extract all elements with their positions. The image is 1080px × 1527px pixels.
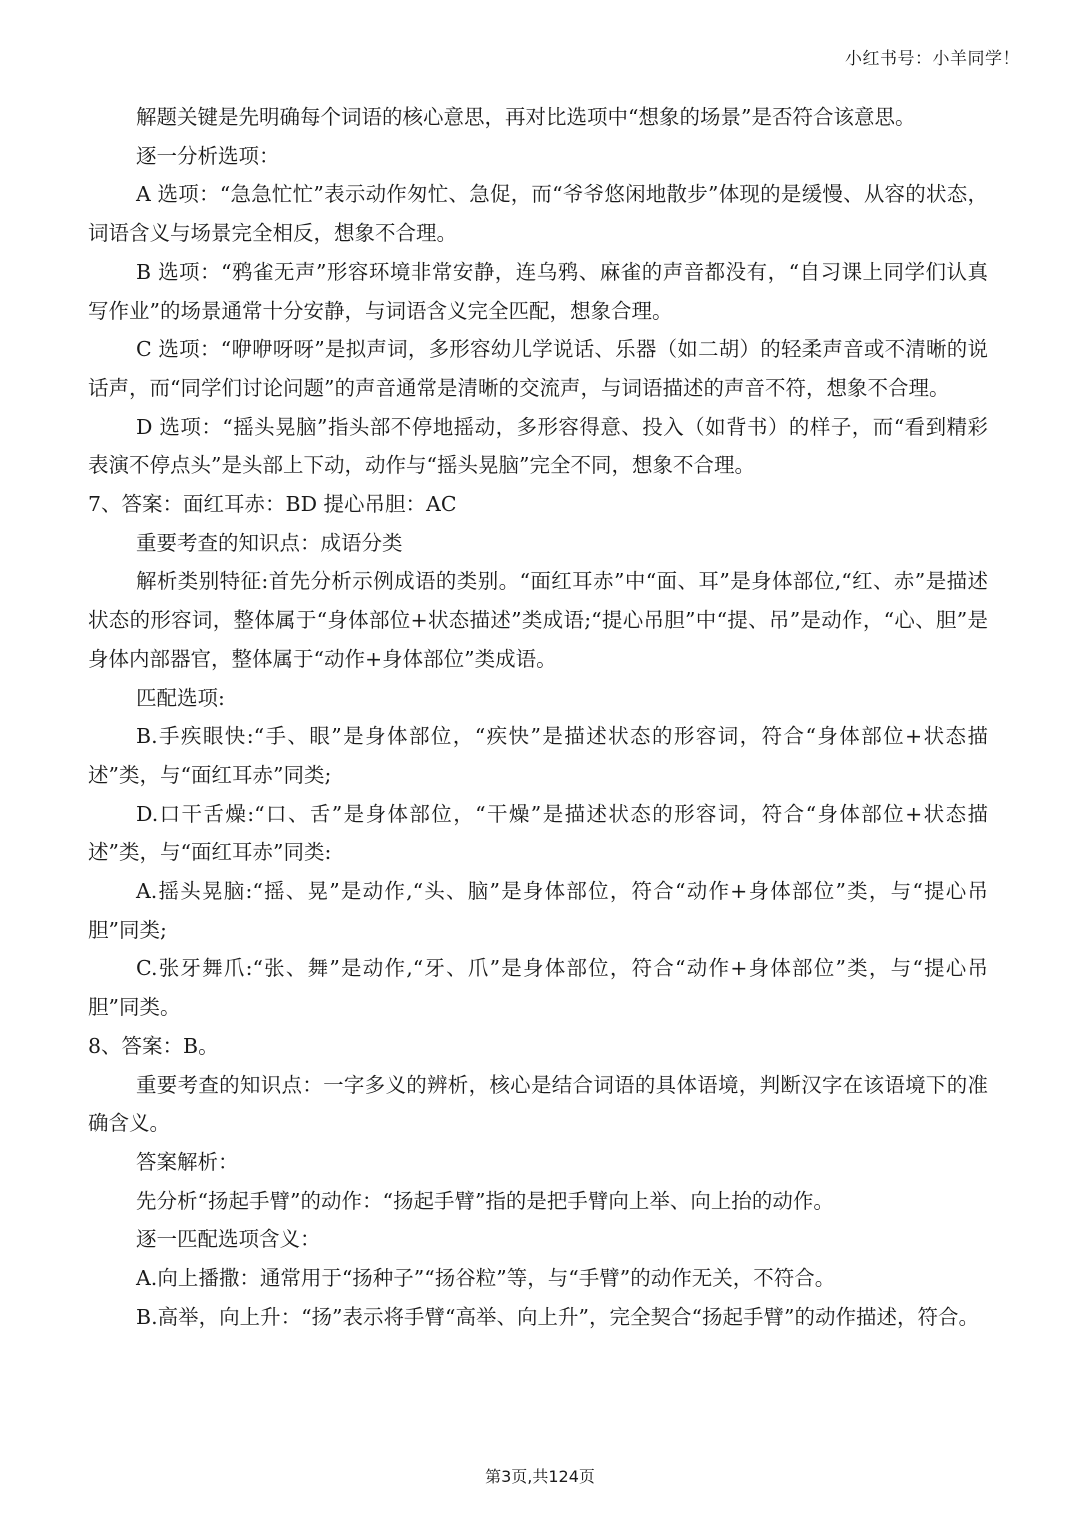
paragraph: 答案解析：	[136, 1149, 239, 1174]
paragraph: B 选项：“鸦雀无声”形容环境非常安静，连乌鸦、麻雀的声音都没有，“自习课上同学们认真写作业”的场景通常十分安静，与词语含义完全匹配，想象合理。	[88, 259, 988, 323]
answer-heading: 8、答案：B。	[88, 1033, 219, 1058]
paragraph: D 选项：“摇头晃脑”指头部不停地摇动，多形容得意、投入（如背书）的样子，而“看到精彩表演不停点头”是头部上下动，动作与“摇头晃脑”完全不同，想象不合理。	[88, 414, 988, 478]
paragraph: 解题关键是先明确每个词语的核心意思，再对比选项中“想象的场景”是否符合该意思。	[136, 105, 916, 129]
paragraph: 重要考查的知识点：成语分类	[136, 530, 403, 555]
paragraph: D.口干舌燥:“口、舌”是身体部位，“干燥”是描述状态的形容词，符合“身体部位+状态描述”类，与“面红耳赤”同类:	[88, 801, 988, 865]
paragraph: A.摇头晃脑:“摇、晃”是动作,“头、脑”是身体部位，符合“动作+身体部位”类，与“提心吊胆”同类;	[88, 879, 988, 942]
paragraph: B.高举，向上升：“扬”表示将手臂“高举、向上升”，完全契合“扬起手臂”的动作描述，符合。	[136, 1304, 979, 1329]
page-number: 第3页,共124页	[485, 1467, 595, 1486]
paragraph: B.手疾眼快:“手、眼”是身体部位，“疾快”是描述状态的形容词，符合“身体部位+状态描述”类，与“面红耳赤”同类;	[88, 724, 988, 787]
paragraph: 逐一分析选项：	[136, 143, 280, 168]
paragraph: 解析类别特征:首先分析示例成语的类别。“面红耳赤”中“面、耳”是身体部位,“红、赤”是描述状态的形容词，整体属于“身体部位+状态描述”类成语;“提心吊胆”中“提、吊”是动作，“心、胆”是身体内部器官，整体属于“动作+身体部位”类成语。	[88, 569, 988, 671]
paragraph: 逐一匹配选项含义：	[136, 1227, 321, 1252]
watermark-text: 小红书号：小羊同学！	[845, 49, 1020, 69]
paragraph: 重要考查的知识点：一字多义的辨析，核心是结合词语的具体语境，判断汉字在该语境下的准确含义。	[88, 1072, 988, 1136]
paragraph: 先分析“扬起手臂”的动作：“扬起手臂”指的是把手臂向上举、向上抬的动作。	[136, 1188, 834, 1213]
paragraph: A.向上播撒：通常用于“扬种子”“扬谷粒”等，与“手臂”的动作无关，不符合。	[136, 1266, 836, 1291]
paragraph: C 选项：“咿咿呀呀”是拟声词，多形容幼儿学说话、乐器（如二胡）的轻柔声音或不清晰的说话声，而“同学们讨论问题”的声音通常是清晰的交流声，与词语描述的声音不符，想象不合理。	[88, 337, 988, 400]
paragraph: C.张牙舞爪:“张、舞”是动作,“牙、爪”是身体部位，符合“动作+身体部位”类，与“提心吊胆”同类。	[88, 956, 988, 1020]
answer-heading: 7、答案：面红耳赤：BD 提心吊胆：AC	[88, 492, 457, 517]
paragraph: 匹配选项:	[136, 685, 225, 710]
document-body	[88, 98, 988, 1337]
paragraph: A 选项：“急急忙忙”表示动作匆忙、急促，而“爷爷悠闲地散步”体现的是缓慢、从容的状态，词语含义与场景完全相反，想象不合理。	[88, 182, 988, 246]
